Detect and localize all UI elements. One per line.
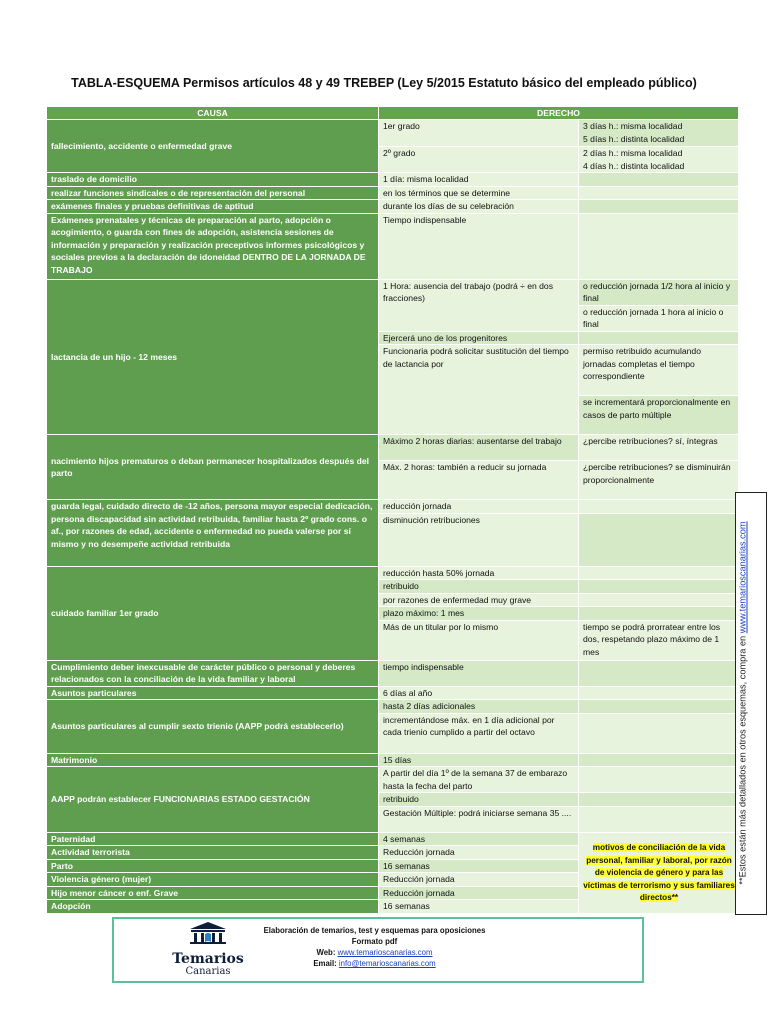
derecho-detail (579, 120, 739, 147)
derecho-cell: 4 semanas (379, 832, 579, 846)
table-row (47, 660, 739, 686)
table-row (47, 435, 739, 461)
highlight-note: motivos de conciliación de la vida personal, familiar y laboral, por razón de violencia de género y para las víctimas de terrorismo y sus familiares directos** (583, 843, 735, 903)
derecho-cell: Tiempo indispensable (379, 213, 579, 279)
footer-email-line (262, 958, 487, 969)
derecho-detail: ¿percibe retribuciones? sí, íntegras (579, 435, 739, 461)
logo-name: Temarios (172, 951, 244, 967)
derecho-detail: o reducción jornada 1 hora al inicio o final (579, 305, 739, 331)
derecho-cell: Máximo 2 horas diarias: ausentarse del trabajo (379, 435, 579, 461)
causa-cell: nacimiento hijos prematuros o deban permanecer hospitalizados después del parto (47, 435, 379, 500)
table-row (47, 500, 739, 514)
derecho-cell: 16 semanas (379, 900, 579, 914)
derecho-cell: reducción hasta 50% jornada (379, 566, 579, 580)
table-row (47, 173, 739, 187)
web-label: Web: (316, 948, 336, 957)
table-row (47, 279, 739, 305)
derecho-cell: hasta 2 días adicionales (379, 700, 579, 714)
derecho-cell: Reducción jornada (379, 846, 579, 860)
causa-cell: Paternidad (47, 832, 379, 846)
derecho-detail: permiso retribuido acumulando jornadas completas el tiempo correspondiente (579, 345, 739, 396)
causa-cell: cuidado familiar 1er grado (47, 566, 379, 660)
causa-cell: AAPP podrán establecer FUNCIONARIAS ESTADO GESTACIÓN (47, 767, 379, 833)
footer-web-line (262, 947, 487, 958)
derecho-cell: retribuido (379, 793, 579, 807)
side-note-link[interactable]: www.temarioscanarias.com (737, 521, 748, 634)
temple-icon (188, 921, 228, 945)
causa-cell: Adopción (47, 900, 379, 914)
derecho-detail: ¿percibe retribuciones? se disminuirán proporcionalmente (579, 461, 739, 500)
derecho-cell: Más de un titular por lo mismo (379, 620, 579, 660)
detail-line: 2 días h.: misma localidad (583, 148, 683, 158)
table-row (47, 186, 739, 200)
causa-cell: Matrimonio (47, 753, 379, 767)
causa-cell: Cumplimiento deber inexcusable de carácter público o personal y deberes relacionados con la conciliación de la vida familiar y laboral (47, 660, 379, 686)
table-header (47, 107, 739, 120)
table-row (47, 700, 739, 714)
causa-cell: fallecimiento, accidente o enfermedad grave (47, 120, 379, 173)
detail-line: 5 días h.: distinta localidad (583, 133, 685, 144)
table-row (47, 213, 739, 279)
causa-cell: traslado de domicilio (47, 173, 379, 187)
causa-cell: Hijo menor cáncer o enf. Grave (47, 886, 379, 900)
table-row (47, 686, 739, 700)
causa-cell: exámenes finales y pruebas definitivas de aptitud (47, 200, 379, 214)
causa-cell: Actividad terrorista (47, 846, 379, 860)
derecho-cell: Ejercerá uno de los progenitores (379, 331, 579, 345)
logo-sub: Canarias (185, 966, 231, 977)
causa-cell: Asuntos particulares al cumplir sexto trienio (AAPP podrá establecerlo) (47, 700, 379, 754)
derecho-cell: 1 Hora: ausencia del trabajo (podrá ÷ en dos fracciones) (379, 279, 579, 331)
header-causa: CAUSA (47, 107, 379, 120)
footer-info (262, 925, 487, 969)
page-title: TABLA-ESQUEMA Permisos artículos 48 y 49 TREBEP (Ley 5/2015 Estatuto básico del empleado público) (71, 76, 697, 90)
causa-cell: guarda legal, cuidado directo de -12 años, persona mayor especial dedicación, persona discapacidad sin actividad retribuida, familiar hasta 2º grado cons. o af., por razones de edad, accidente o enfermedad no pueda valerse por sí mismo y no desempeñe actividad retribuida (47, 500, 379, 567)
footer (112, 917, 644, 983)
derecho-cell: Reducción jornada (379, 873, 579, 887)
derecho-cell: 1 día: misma localidad (379, 173, 579, 187)
table-row (47, 120, 739, 147)
causa-cell: Exámenes prenatales y técnicas de preparación al parto, adopción o acogimiento, o guarda con fines de adopción, asistencia sesiones de información y preparación y realización preceptivos informes psicológicos y sociales previos a la declaración de idoneidad DENTRO DE LA JORNADA DE TRABAJO (47, 213, 379, 279)
derecho-cell: 6 días al año (379, 686, 579, 700)
derecho-cell: por razones de enfermedad muy grave (379, 593, 579, 607)
detail-line: 4 días h.: distinta localidad (583, 160, 685, 171)
side-note (737, 493, 765, 914)
causa-cell: realizar funciones sindicales o de representación del personal (47, 186, 379, 200)
table-row (47, 832, 739, 846)
derecho-cell: Reducción jornada (379, 886, 579, 900)
causa-cell: Asuntos particulares (47, 686, 379, 700)
web-link[interactable]: www.temarioscanarias.com (337, 948, 433, 957)
permisos-table (46, 106, 739, 914)
table-row (47, 566, 739, 580)
logo (168, 921, 248, 981)
table-row (47, 767, 739, 793)
footer-line: Formato pdf (351, 937, 398, 946)
derecho-cell: incrementándose máx. en 1 día adicional por cada trienio cumplido a partir del octavo (379, 713, 579, 753)
derecho-cell: disminución retribuciones (379, 513, 579, 566)
derecho-cell: tiempo indispensable (379, 660, 579, 686)
derecho-detail: o reducción jornada 1/2 hora al inicio y final (579, 279, 739, 305)
causa-cell: Violencia género (mujer) (47, 873, 379, 887)
derecho-cell: Máx. 2 horas: también a reducir su jornada (379, 461, 579, 500)
email-link[interactable]: info@temarioscanarias.com (338, 959, 436, 968)
derecho-cell: Gestación Múltiple: podrá iniciarse semana 35 .... (379, 806, 579, 832)
derecho-cell: 15 días (379, 753, 579, 767)
derecho-cell: durante los días de su celebración (379, 200, 579, 214)
derecho-cell: 1er grado (379, 120, 579, 147)
derecho-detail: tiempo se podrá prorratear entre los dos, respetando plazo máximo de 1 mes (579, 620, 739, 660)
side-note-box (735, 492, 767, 915)
table-row (47, 200, 739, 214)
conciliacion-note (579, 832, 739, 913)
derecho-cell: 2º grado (379, 147, 579, 173)
email-label: Email: (313, 959, 337, 968)
derecho-detail: se incrementará proporcionalmente en casos de parto múltiple (579, 396, 739, 435)
derecho-cell: plazo máximo: 1 mes (379, 607, 579, 621)
derecho-cell: 16 semanas (379, 859, 579, 873)
derecho-cell: Funcionaria podrá solicitar sustitución del tiempo de lactancia por (379, 345, 579, 435)
table-row (47, 753, 739, 767)
footer-line: Elaboración de temarios, test y esquemas para oposiciones (263, 926, 486, 935)
side-note-text: **Estos están más detallados en otros esquemas, compra en (737, 635, 748, 885)
derecho-cell: retribuido (379, 580, 579, 594)
causa-cell: lactancia de un hijo - 12 meses (47, 279, 379, 435)
causa-cell: Parto (47, 859, 379, 873)
detail-line: 3 días h.: misma localidad (583, 121, 683, 131)
derecho-cell: A partir del día 1º de la semana 37 de embarazo hasta la fecha del parto (379, 767, 579, 793)
derecho-detail (579, 147, 739, 173)
header-derecho: DERECHO (379, 107, 739, 120)
derecho-cell: en los términos que se determine (379, 186, 579, 200)
derecho-cell: reducción jornada (379, 500, 579, 514)
